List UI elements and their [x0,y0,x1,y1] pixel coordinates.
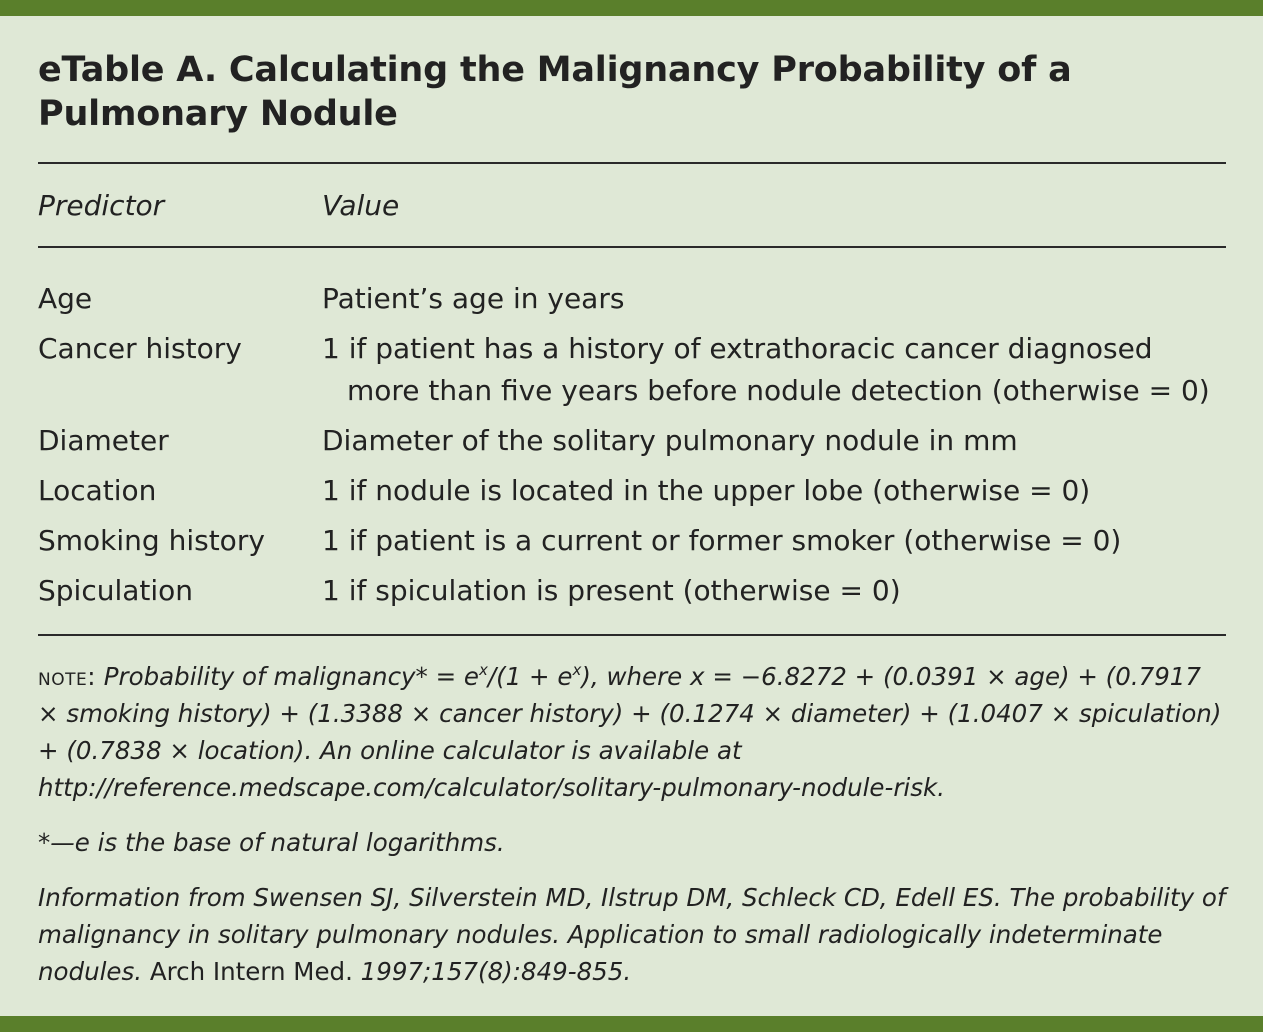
table-header-row [38,164,1226,246]
top-border-bar [0,0,1263,16]
row-value: 1 if nodule is located in the upper lobe (otherwise = 0) [322,474,1091,507]
table-notes [38,658,1226,990]
table-row [38,470,1226,512]
note-label: note: [38,662,96,691]
row-value: Patient’s age in years [322,282,625,315]
table-row [38,420,1226,462]
formula-exponent-2: x [572,661,582,679]
footnote: *—e is the base of natural logarithms. [38,828,505,857]
formula-exponent-1: x [478,661,488,679]
source-volume: 1997;157(8):849-855. [360,957,632,986]
row-predictor: Spiculation [38,574,194,607]
header-value: Value [322,188,400,222]
table-title: eTable A. Calculating the Malignancy Probability of a Pulmonary Nodule [38,50,1072,134]
table-row [38,328,1226,412]
source-journal: Arch Intern Med. [149,957,353,986]
source-citation [38,879,1226,990]
formula-part-c: ), where x = −6.8272 + (0.0391 × age) + (0.7917 × smoking history) + (1.3388 × cancer history) + (0.1274 × diameter) + (1.0407 × spiculation) + (0.7838 × location). An online calculator is available at http://reference.medscape.com/calculator/solitary-pulmonary-nodule-risk. [38,662,1222,802]
table-row [38,570,1226,612]
table-body [38,248,1226,634]
note-formula [38,658,1226,806]
bottom-rule [38,634,1226,636]
table-container [38,48,1226,990]
table-row [38,278,1226,320]
formula-part-a: Probability of malignancy* = e [103,662,479,691]
row-predictor: Smoking history [38,524,265,557]
row-value: 1 if patient is a current or former smoker (otherwise = 0) [322,524,1122,557]
row-predictor: Age [38,282,93,315]
row-value: Diameter of the solitary pulmonary nodule in mm [322,424,1018,457]
row-value: 1 if spiculation is present (otherwise = 0) [322,574,901,607]
formula-part-b: /(1 + e [487,662,573,691]
row-predictor: Diameter [38,424,169,457]
row-value: 1 if patient has a history of extrathoracic cancer diagnosed more than five years before nodule detection (otherwise = 0) [322,332,1210,407]
header-predictor: Predictor [38,188,165,222]
table-row [38,520,1226,562]
row-predictor: Cancer history [38,332,242,365]
source-text: Information from Swensen SJ, Silverstein MD, Ilstrup DM, Schleck CD, Edell ES. The probability of malignancy in solitary pulmonary nodules. Application to small radiologically indeterminate nodules. [38,883,1226,986]
bottom-border-bar [0,1016,1263,1032]
row-predictor: Location [38,474,157,507]
